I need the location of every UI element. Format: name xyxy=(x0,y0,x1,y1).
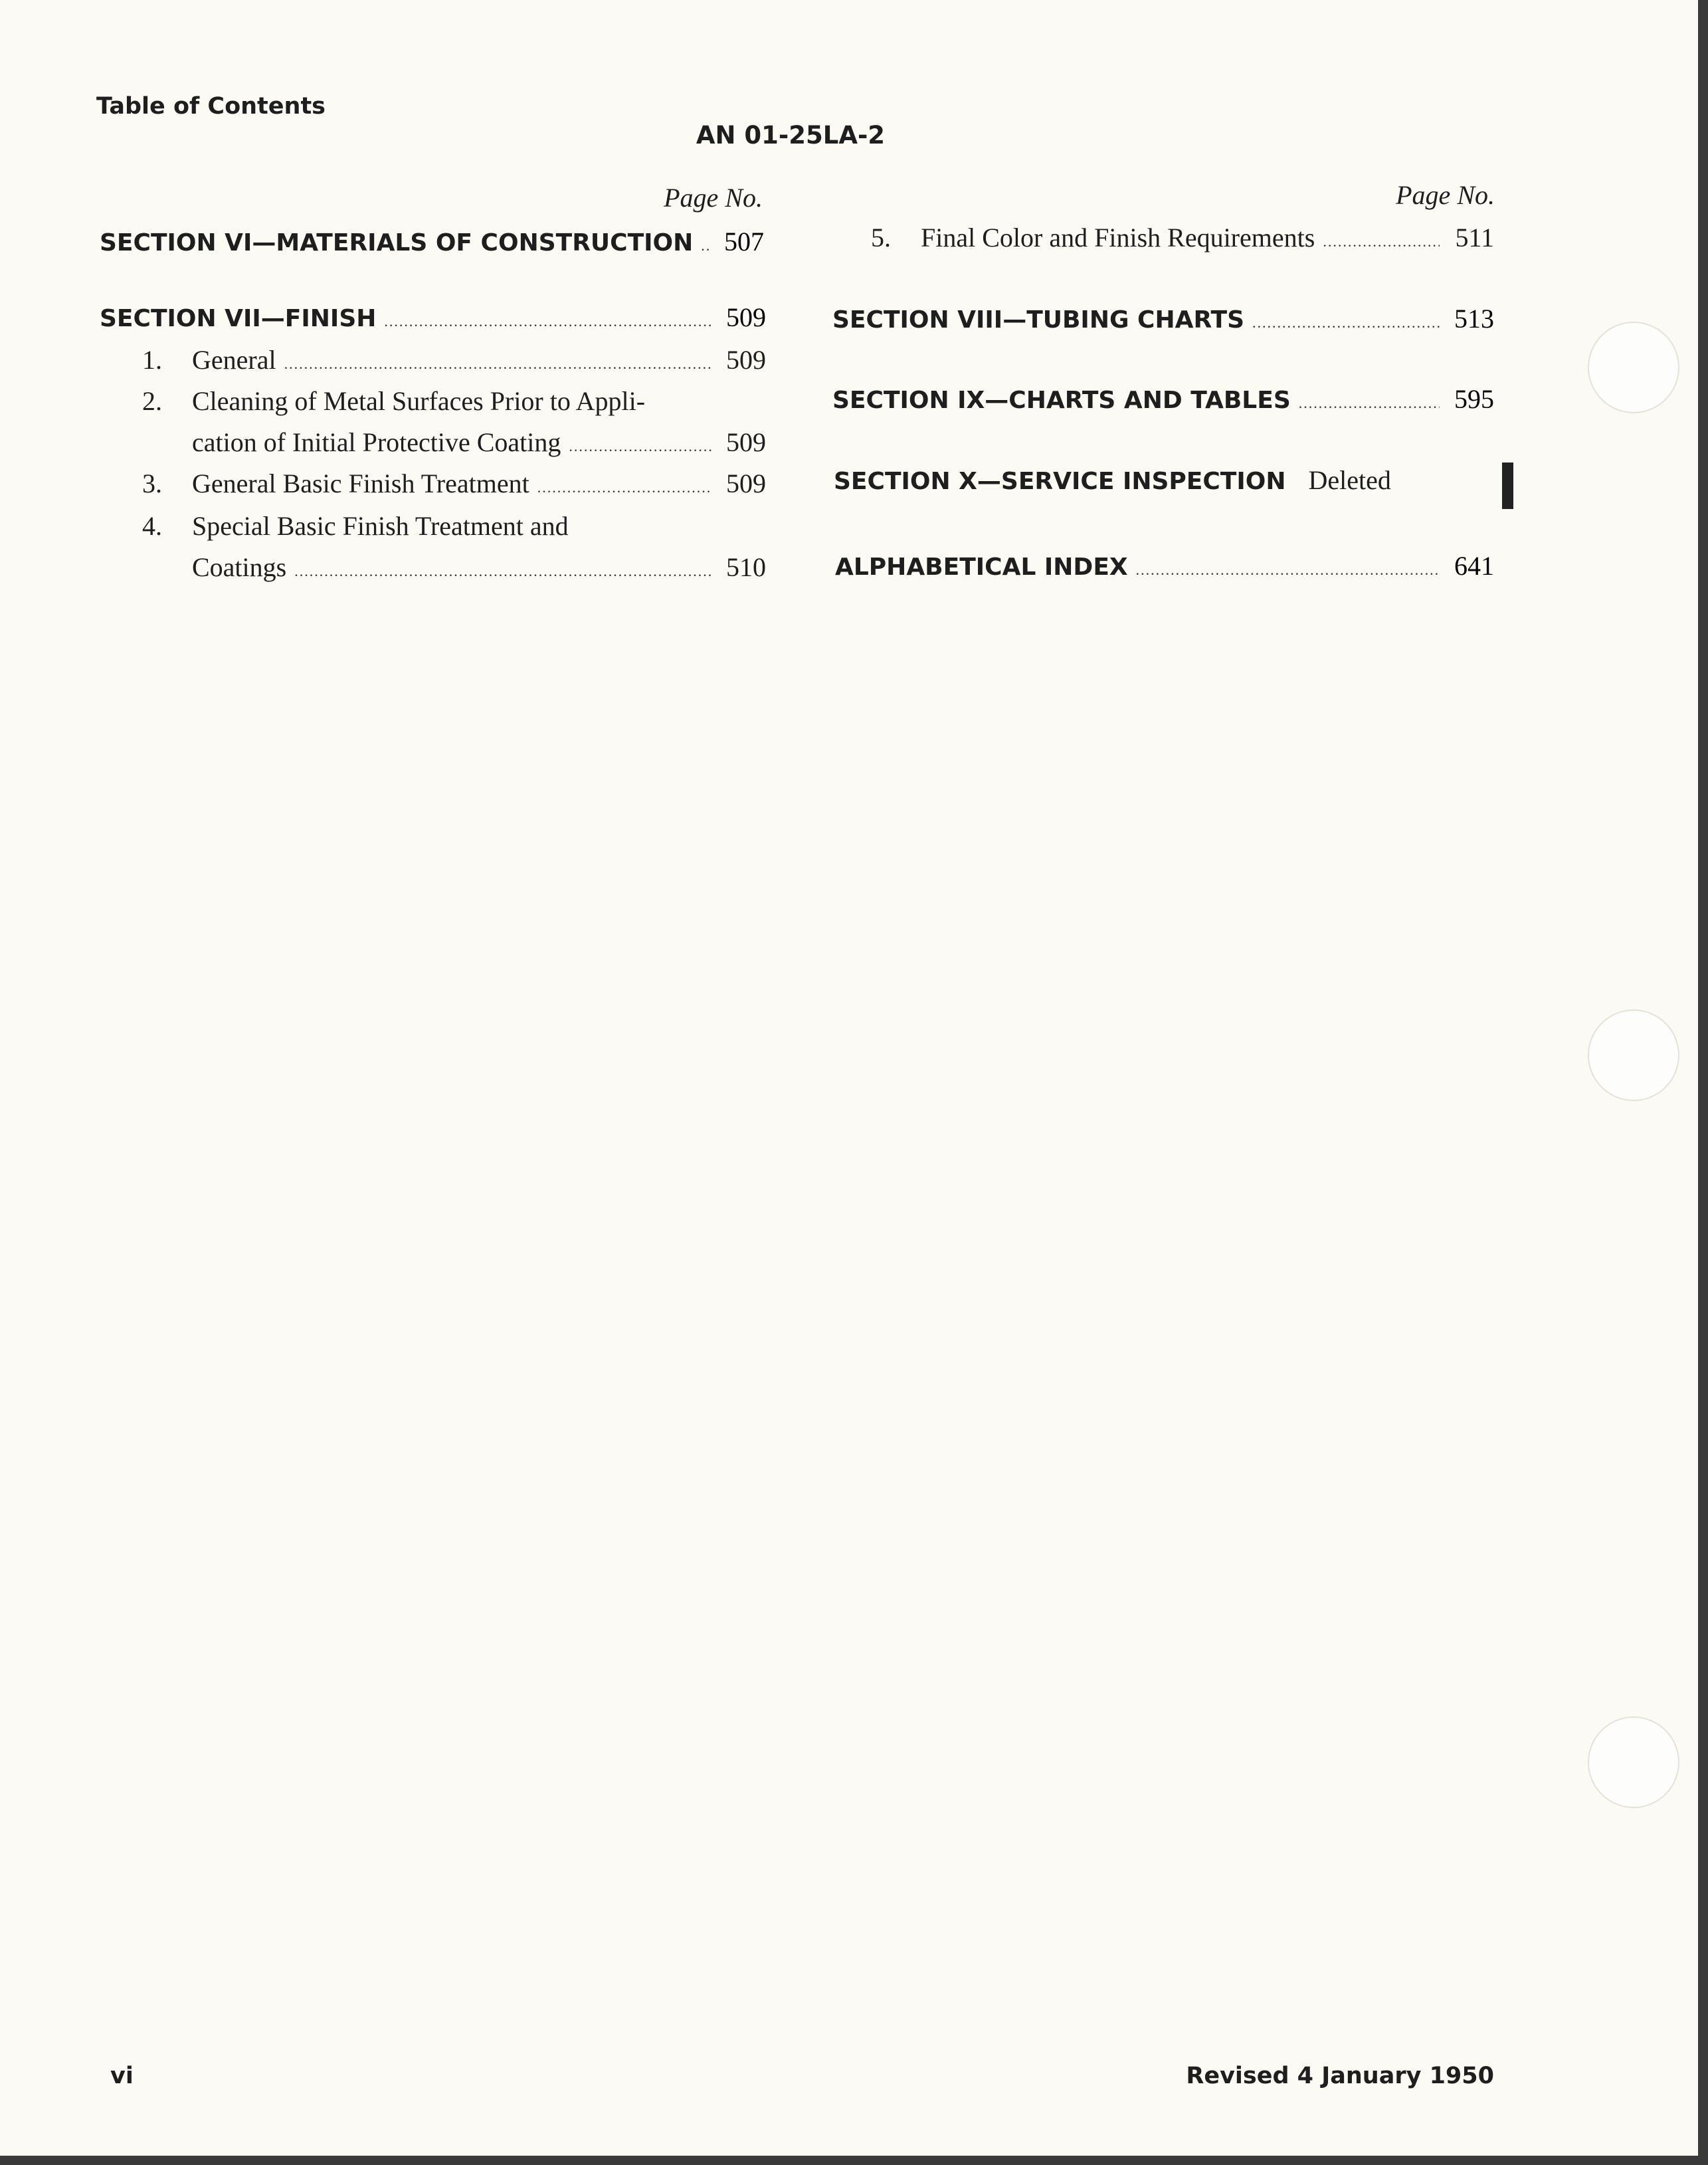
toc-entry-label-continued: cation of Initial Protective Coating xyxy=(192,427,561,457)
toc-entry-page: 509 xyxy=(726,468,766,498)
punch-hole xyxy=(1588,1716,1679,1808)
toc-entry-special-basic-finish-line1[interactable] xyxy=(192,510,766,544)
toc-entry-label: Special Basic Finish Treatment and xyxy=(192,511,569,541)
dot-leader xyxy=(1323,233,1440,251)
section-label: Table of Contents xyxy=(96,93,326,120)
toc-entry-general[interactable] xyxy=(192,344,766,377)
toc-entry-alphabetical-index[interactable] xyxy=(835,550,1494,583)
item-number: 3. xyxy=(142,468,162,498)
toc-entry-cleaning-line1[interactable] xyxy=(192,385,766,419)
toc-entry-label: ALPHABETICAL INDEX xyxy=(835,554,1128,581)
punch-hole xyxy=(1588,1009,1679,1101)
toc-entry-cleaning[interactable] xyxy=(192,427,766,460)
item-number: 4. xyxy=(142,511,162,541)
toc-entry-page: 507 xyxy=(724,227,764,257)
toc-entry-label: SECTION VI—MATERIALS OF CONSTRUCTION xyxy=(100,229,694,257)
toc-entry-section-vii[interactable] xyxy=(100,302,766,335)
dot-leader xyxy=(1299,395,1440,412)
page-no-header-right: Page No. xyxy=(1396,180,1495,210)
toc-entry-label: SECTION VIII—TUBING CHARTS xyxy=(832,306,1245,334)
toc-entry-label-continued: Coatings xyxy=(192,552,287,582)
revision-date: Revised 4 January 1950 xyxy=(1186,2063,1494,2089)
toc-entry-label: General Basic Finish Treatment xyxy=(192,468,529,498)
item-number: 1. xyxy=(142,345,162,375)
toc-entry-section-vi[interactable] xyxy=(100,226,764,259)
toc-entry-label: General xyxy=(192,345,276,375)
dot-leader xyxy=(294,563,712,580)
toc-entry-section-ix[interactable] xyxy=(832,383,1494,417)
toc-entry-page: 510 xyxy=(726,552,766,582)
toc-entry-page: 509 xyxy=(726,345,766,375)
toc-entry-page: 641 xyxy=(1454,551,1494,581)
toc-entry-section-viii[interactable] xyxy=(832,303,1494,336)
toc-entry-page: 513 xyxy=(1454,304,1494,334)
toc-entry-label: SECTION VII—FINISH xyxy=(100,305,377,332)
document-number: AN 01-25LA-2 xyxy=(696,121,886,150)
item-number: 5. xyxy=(871,223,891,253)
dot-leader xyxy=(1136,562,1440,579)
dot-leader xyxy=(384,313,712,330)
toc-entry-general-basic-finish[interactable] xyxy=(192,468,766,501)
toc-entry-label: Cleaning of Metal Surfaces Prior to Appli- xyxy=(192,386,646,416)
dot-leader xyxy=(284,356,712,373)
dot-leader xyxy=(701,237,710,255)
toc-entry-label: SECTION X—SERVICE INSPECTION xyxy=(834,468,1286,495)
toc-entry-special-basic-finish[interactable] xyxy=(192,552,766,585)
punch-hole xyxy=(1588,322,1679,413)
toc-entry-page: 509 xyxy=(726,427,766,457)
toc-entry-label: SECTION IX—CHARTS AND TABLES xyxy=(832,387,1291,414)
dot-leader xyxy=(1252,314,1440,332)
toc-entry-section-x[interactable] xyxy=(834,464,1432,498)
change-bar xyxy=(1502,463,1513,509)
toc-entry-final-color[interactable] xyxy=(921,222,1494,255)
item-number: 2. xyxy=(142,386,162,416)
toc-entry-label: Final Color and Finish Requirements xyxy=(921,223,1315,253)
dot-leader xyxy=(537,479,712,496)
dot-leader xyxy=(569,438,712,455)
toc-entry-page: 511 xyxy=(1455,223,1494,253)
toc-entry-status: Deleted xyxy=(1308,465,1391,495)
toc-entry-page: 509 xyxy=(726,302,766,332)
page-no-header-left: Page No. xyxy=(664,183,763,213)
toc-entry-page: 595 xyxy=(1454,384,1494,414)
page-number: vi xyxy=(110,2063,134,2089)
